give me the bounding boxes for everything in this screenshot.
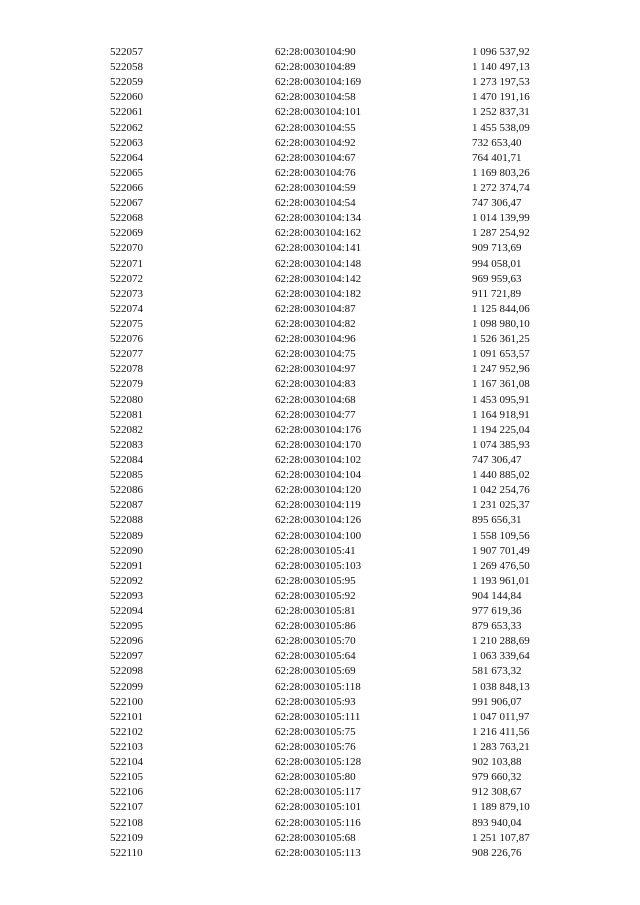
table-row <box>110 740 580 755</box>
value-cell: 1 440 885,02 <box>472 469 530 482</box>
value-cell: 1 273 197,53 <box>472 76 530 89</box>
table-row <box>110 272 580 287</box>
row-id-cell: 522060 <box>110 91 143 104</box>
cadastral-number-cell: 62:28:0030104:176 <box>275 423 362 436</box>
row-id-cell: 522085 <box>110 469 143 482</box>
table-row <box>110 226 580 241</box>
row-id-cell: 522067 <box>110 197 143 210</box>
value-cell: 911 721,89 <box>472 287 522 300</box>
value-cell: 1 042 254,76 <box>472 484 530 497</box>
row-id-cell: 522108 <box>110 816 143 829</box>
table-row <box>110 393 580 408</box>
cadastral-number-cell: 62:28:0030104:76 <box>275 166 356 179</box>
row-id-cell: 522071 <box>110 257 143 270</box>
cadastral-number-cell: 62:28:0030104:82 <box>275 317 356 330</box>
table-row <box>110 513 580 528</box>
value-cell: 969 959,63 <box>472 272 522 285</box>
row-id-cell: 522106 <box>110 786 143 799</box>
value-cell: 909 713,69 <box>472 242 522 255</box>
table-row <box>110 846 580 861</box>
value-cell: 1 140 497,13 <box>472 61 530 74</box>
table-row <box>110 347 580 362</box>
row-id-cell: 522076 <box>110 333 143 346</box>
cadastral-number-cell: 62:28:0030105:68 <box>275 831 356 844</box>
cadastral-number-cell: 62:28:0030104:75 <box>275 348 356 361</box>
table-row <box>110 166 580 181</box>
row-id-cell: 522069 <box>110 227 143 240</box>
table-row <box>110 302 580 317</box>
value-cell: 994 058,01 <box>472 257 522 270</box>
table-row <box>110 241 580 256</box>
value-cell: 747 306,47 <box>472 453 522 466</box>
value-cell: 1 269 476,50 <box>472 559 530 572</box>
value-cell: 1 283 763,21 <box>472 741 530 754</box>
value-cell: 1 470 191,16 <box>472 91 530 104</box>
table-row <box>110 710 580 725</box>
cadastral-number-cell: 62:28:0030104:142 <box>275 272 362 285</box>
row-id-cell: 522095 <box>110 620 143 633</box>
cadastral-number-cell: 62:28:0030105:41 <box>275 544 356 557</box>
value-cell: 912 308,67 <box>472 786 522 799</box>
table-row <box>110 408 580 423</box>
cadastral-number-cell: 62:28:0030104:90 <box>275 46 356 58</box>
value-cell: 879 653,33 <box>472 620 522 633</box>
cadastral-number-cell: 62:28:0030105:116 <box>275 816 361 829</box>
cadastral-number-cell: 62:28:0030104:54 <box>275 197 356 210</box>
value-cell: 1 193 961,01 <box>472 574 530 587</box>
table-row <box>110 75 580 90</box>
table-row <box>110 90 580 105</box>
value-cell: 991 906,07 <box>472 695 522 708</box>
table-row <box>110 559 580 574</box>
value-cell: 1 252 837,31 <box>472 106 530 119</box>
cadastral-number-cell: 62:28:0030104:68 <box>275 393 356 406</box>
table-row <box>110 423 580 438</box>
value-cell: 1 038 848,13 <box>472 680 530 693</box>
cadastral-number-cell: 62:28:0030105:86 <box>275 620 356 633</box>
table-row <box>110 816 580 831</box>
table-row <box>110 438 580 453</box>
row-id-cell: 522105 <box>110 771 143 784</box>
cadastral-number-cell: 62:28:0030104:59 <box>275 181 356 194</box>
value-cell: 1 231 025,37 <box>472 499 530 512</box>
row-id-cell: 522109 <box>110 831 143 844</box>
cadastral-number-cell: 62:28:0030104:169 <box>275 76 362 89</box>
row-id-cell: 522080 <box>110 393 143 406</box>
row-id-cell: 522094 <box>110 605 143 618</box>
row-id-cell: 522077 <box>110 348 143 361</box>
table-row <box>110 831 580 846</box>
value-cell: 1 216 411,56 <box>472 725 530 738</box>
value-cell: 1 526 361,25 <box>472 333 530 346</box>
table-row <box>110 695 580 710</box>
value-cell: 1 558 109,56 <box>472 529 530 542</box>
table-row <box>110 377 580 392</box>
cadastral-number-cell: 62:28:0030104:134 <box>275 212 362 225</box>
table-row <box>110 589 580 604</box>
row-id-cell: 522084 <box>110 453 143 466</box>
table-row <box>110 680 580 695</box>
cadastral-number-cell: 62:28:0030104:67 <box>275 151 356 164</box>
cadastral-number-cell: 62:28:0030105:81 <box>275 605 356 618</box>
table-row <box>110 60 580 75</box>
cadastral-number-cell: 62:28:0030105:93 <box>275 695 356 708</box>
row-id-cell: 522100 <box>110 695 143 708</box>
cadastral-number-cell: 62:28:0030105:103 <box>275 559 362 572</box>
row-id-cell: 522093 <box>110 589 143 602</box>
value-cell: 908 226,76 <box>472 846 522 859</box>
cadastral-number-cell: 62:28:0030104:170 <box>275 438 362 451</box>
row-id-cell: 522066 <box>110 181 143 194</box>
cadastral-number-cell: 62:28:0030104:58 <box>275 91 356 104</box>
cadastral-number-cell: 62:28:0030104:120 <box>275 484 362 497</box>
value-cell: 1 096 537,92 <box>472 46 530 58</box>
row-id-cell: 522061 <box>110 106 143 119</box>
value-cell: 1 455 538,09 <box>472 121 530 134</box>
table-row <box>110 332 580 347</box>
row-id-cell: 522063 <box>110 136 143 149</box>
cadastral-number-cell: 62:28:0030105:69 <box>275 665 356 678</box>
value-cell: 747 306,47 <box>472 197 522 210</box>
table-row <box>110 317 580 332</box>
row-id-cell: 522086 <box>110 484 143 497</box>
table-row <box>110 574 580 589</box>
cadastral-number-cell: 62:28:0030104:89 <box>275 61 356 74</box>
table-row <box>110 136 580 151</box>
row-id-cell: 522068 <box>110 212 143 225</box>
table-row <box>110 544 580 559</box>
value-cell: 1 453 095,91 <box>472 393 530 406</box>
table-row <box>110 121 580 136</box>
cadastral-number-cell: 62:28:0030104:102 <box>275 453 362 466</box>
table-row <box>110 604 580 619</box>
table-row <box>110 453 580 468</box>
table-row <box>110 45 580 60</box>
value-cell: 977 619,36 <box>472 605 522 618</box>
row-id-cell: 522057 <box>110 46 143 58</box>
row-id-cell: 522074 <box>110 302 143 315</box>
value-cell: 979 660,32 <box>472 771 522 784</box>
cadastral-number-cell: 62:28:0030105:101 <box>275 801 362 814</box>
value-cell: 1 907 701,49 <box>472 544 530 557</box>
value-cell: 1 074 385,93 <box>472 438 530 451</box>
cadastral-number-cell: 62:28:0030105:118 <box>275 680 361 693</box>
table-row <box>110 785 580 800</box>
value-cell: 1 251 107,87 <box>472 831 530 844</box>
cadastral-number-cell: 62:28:0030105:80 <box>275 771 356 784</box>
cadastral-number-cell: 62:28:0030104:141 <box>275 242 362 255</box>
row-id-cell: 522081 <box>110 408 143 421</box>
cadastral-number-cell: 62:28:0030104:182 <box>275 287 362 300</box>
table-row <box>110 287 580 302</box>
table-row <box>110 634 580 649</box>
table-row <box>110 800 580 815</box>
table-row <box>110 362 580 377</box>
value-cell: 1 047 011,97 <box>472 710 530 723</box>
cadastral-number-cell: 62:28:0030105:76 <box>275 741 356 754</box>
value-cell: 895 656,31 <box>472 514 522 527</box>
value-cell: 1 189 879,10 <box>472 801 530 814</box>
value-cell: 1 194 225,04 <box>472 423 530 436</box>
table-row <box>110 529 580 544</box>
row-id-cell: 522104 <box>110 756 143 769</box>
cadastral-number-cell: 62:28:0030104:148 <box>275 257 362 270</box>
row-id-cell: 522078 <box>110 363 143 376</box>
value-cell: 1 169 803,26 <box>472 166 530 179</box>
cadastral-number-cell: 62:28:0030104:97 <box>275 363 356 376</box>
value-cell: 902 103,88 <box>472 756 522 769</box>
table-row <box>110 725 580 740</box>
row-id-cell: 522098 <box>110 665 143 678</box>
table-row <box>110 151 580 166</box>
value-cell: 1 247 952,96 <box>472 363 530 376</box>
value-cell: 581 673,32 <box>472 665 522 678</box>
cadastral-value-table <box>110 45 580 861</box>
row-id-cell: 522092 <box>110 574 143 587</box>
table-row <box>110 105 580 120</box>
row-id-cell: 522099 <box>110 680 143 693</box>
value-cell: 1 210 288,69 <box>472 635 530 648</box>
cadastral-number-cell: 62:28:0030105:70 <box>275 635 356 648</box>
value-cell: 732 653,40 <box>472 136 522 149</box>
cadastral-number-cell: 62:28:0030104:55 <box>275 121 356 134</box>
cadastral-number-cell: 62:28:0030104:101 <box>275 106 362 119</box>
value-cell: 1 125 844,06 <box>472 302 530 315</box>
table-row <box>110 770 580 785</box>
cadastral-number-cell: 62:28:0030104:126 <box>275 514 362 527</box>
row-id-cell: 522070 <box>110 242 143 255</box>
cadastral-number-cell: 62:28:0030104:96 <box>275 333 356 346</box>
row-id-cell: 522073 <box>110 287 143 300</box>
table-row <box>110 755 580 770</box>
row-id-cell: 522072 <box>110 272 143 285</box>
row-id-cell: 522110 <box>110 846 143 859</box>
row-id-cell: 522103 <box>110 741 143 754</box>
row-id-cell: 522097 <box>110 650 143 663</box>
row-id-cell: 522087 <box>110 499 143 512</box>
value-cell: 1 164 918,91 <box>472 408 530 421</box>
row-id-cell: 522083 <box>110 438 143 451</box>
row-id-cell: 522064 <box>110 151 143 164</box>
table-row <box>110 211 580 226</box>
row-id-cell: 522102 <box>110 725 143 738</box>
table-row <box>110 619 580 634</box>
row-id-cell: 522062 <box>110 121 143 134</box>
row-id-cell: 522058 <box>110 61 143 74</box>
row-id-cell: 522091 <box>110 559 143 572</box>
cadastral-number-cell: 62:28:0030104:92 <box>275 136 356 149</box>
value-cell: 1 167 361,08 <box>472 378 530 391</box>
cadastral-number-cell: 62:28:0030104:83 <box>275 378 356 391</box>
row-id-cell: 522107 <box>110 801 143 814</box>
value-cell: 1 098 980,10 <box>472 317 530 330</box>
table-row <box>110 196 580 211</box>
cadastral-number-cell: 62:28:0030104:104 <box>275 469 362 482</box>
row-id-cell: 522096 <box>110 635 143 648</box>
cadastral-number-cell: 62:28:0030104:119 <box>275 499 361 512</box>
value-cell: 1 063 339,64 <box>472 650 530 663</box>
value-cell: 1 287 254,92 <box>472 227 530 240</box>
value-cell: 1 014 139,99 <box>472 212 530 225</box>
cadastral-number-cell: 62:28:0030105:128 <box>275 756 362 769</box>
table-row <box>110 257 580 272</box>
value-cell: 893 940,04 <box>472 816 522 829</box>
cadastral-number-cell: 62:28:0030104:87 <box>275 302 356 315</box>
row-id-cell: 522075 <box>110 317 143 330</box>
row-id-cell: 522065 <box>110 166 143 179</box>
row-id-cell: 522079 <box>110 378 143 391</box>
row-id-cell: 522059 <box>110 76 143 89</box>
row-id-cell: 522101 <box>110 710 143 723</box>
value-cell: 1 272 374,74 <box>472 181 530 194</box>
cadastral-number-cell: 62:28:0030104:77 <box>275 408 356 421</box>
row-id-cell: 522082 <box>110 423 143 436</box>
cadastral-number-cell: 62:28:0030104:100 <box>275 529 362 542</box>
table-row <box>110 649 580 664</box>
value-cell: 764 401,71 <box>472 151 522 164</box>
row-id-cell: 522090 <box>110 544 143 557</box>
cadastral-number-cell: 62:28:0030105:117 <box>275 786 361 799</box>
table-row <box>110 181 580 196</box>
value-cell: 904 144,84 <box>472 589 522 602</box>
cadastral-number-cell: 62:28:0030105:75 <box>275 725 356 738</box>
cadastral-number-cell: 62:28:0030105:95 <box>275 574 356 587</box>
value-cell: 1 091 653,57 <box>472 348 530 361</box>
cadastral-number-cell: 62:28:0030105:113 <box>275 846 361 859</box>
table-row <box>110 483 580 498</box>
table-row <box>110 498 580 513</box>
cadastral-number-cell: 62:28:0030105:64 <box>275 650 356 663</box>
cadastral-number-cell: 62:28:0030105:111 <box>275 710 361 723</box>
row-id-cell: 522088 <box>110 514 143 527</box>
table-row <box>110 664 580 679</box>
row-id-cell: 522089 <box>110 529 143 542</box>
table-row <box>110 468 580 483</box>
cadastral-number-cell: 62:28:0030105:92 <box>275 589 356 602</box>
cadastral-number-cell: 62:28:0030104:162 <box>275 227 362 240</box>
